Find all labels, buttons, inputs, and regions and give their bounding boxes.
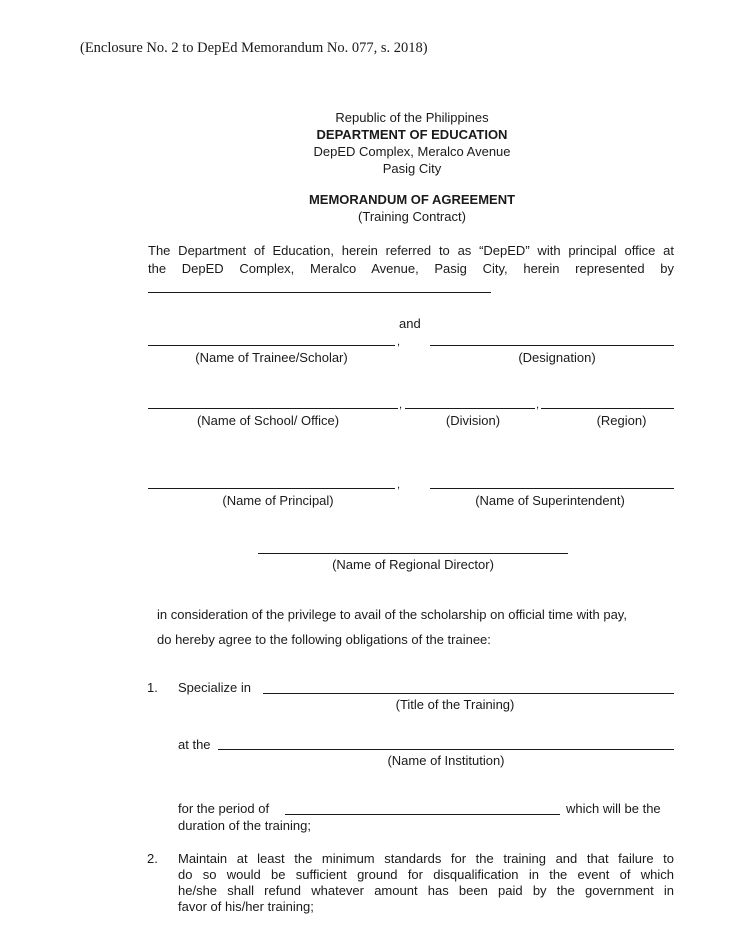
division-blank[interactable] [405, 408, 535, 409]
institution-blank[interactable] [218, 749, 674, 750]
consideration-line-2: do hereby agree to the following obligations of the trainee: [157, 632, 491, 647]
comma: , [536, 399, 540, 411]
representative-blank[interactable] [148, 292, 491, 293]
period-line-2: duration of the training; [178, 818, 311, 833]
department-name: DEPARTMENT OF EDUCATION [316, 127, 508, 142]
republic-line: Republic of the Philippines [335, 110, 489, 125]
trainee-label: (Name of Trainee/Scholar) [195, 350, 348, 365]
item-2-line-4: favor of his/her training; [178, 899, 314, 914]
comma: , [399, 399, 403, 411]
consideration-line-1: in consideration of the privilege to avail of the scholarship on official time with pay, [157, 607, 627, 622]
address-line-1: DepED Complex, Meralco Avenue [313, 144, 511, 159]
period-blank[interactable] [285, 814, 560, 815]
specialize-label: Specialize in [178, 680, 251, 695]
designation-label: (Designation) [518, 350, 596, 365]
superintendent-label: (Name of Superintendent) [475, 493, 625, 508]
trainee-name-blank[interactable] [148, 345, 395, 346]
item-1-number: 1. [147, 680, 158, 695]
item-2-line-3: he/she shall refund whatever amount has been paid by the government in [178, 883, 674, 898]
letterhead [200, 109, 624, 177]
comma: , [397, 336, 401, 348]
training-title-label: (Title of the Training) [395, 697, 515, 712]
region-label: (Region) [596, 413, 647, 428]
comma: , [397, 479, 401, 491]
item-2-number: 2. [147, 851, 158, 866]
address-line-2: Pasig City [382, 161, 442, 176]
specialization-blank[interactable] [263, 693, 674, 694]
school-name-blank[interactable] [148, 408, 398, 409]
institution-label: (Name of Institution) [387, 753, 505, 768]
regional-director-blank[interactable] [258, 553, 568, 554]
principal-label: (Name of Principal) [222, 493, 334, 508]
regional-director-label: (Name of Regional Director) [332, 557, 494, 572]
period-prefix: for the period of [178, 801, 270, 816]
and-word: and [399, 316, 421, 331]
document-title: MEMORANDUM OF AGREEMENT [308, 192, 516, 207]
item-2-line-1: Maintain at least the minimum standards for the training and that failure to [178, 851, 674, 866]
document-subtitle: (Training Contract) [358, 209, 466, 224]
designation-blank[interactable] [430, 345, 674, 346]
superintendent-name-blank[interactable] [430, 488, 674, 489]
school-label: (Name of School/ Office) [196, 413, 340, 428]
intro-line-1: The Department of Education, herein referred to as “DepED” with principal office at [148, 243, 674, 258]
at-the-label: at the [178, 737, 211, 752]
division-label: (Division) [445, 413, 501, 428]
intro-line-2: the DepED Complex, Meralco Avenue, Pasig City, herein represented by [148, 261, 674, 276]
region-blank[interactable] [541, 408, 674, 409]
period-suffix: which will be the [566, 801, 661, 816]
item-2-line-2: do so would be sufficient ground for disqualification in the event of which [178, 867, 674, 882]
enclosure-note: (Enclosure No. 2 to DepEd Memorandum No. 077, s. 2018) [80, 40, 428, 56]
principal-name-blank[interactable] [148, 488, 395, 489]
